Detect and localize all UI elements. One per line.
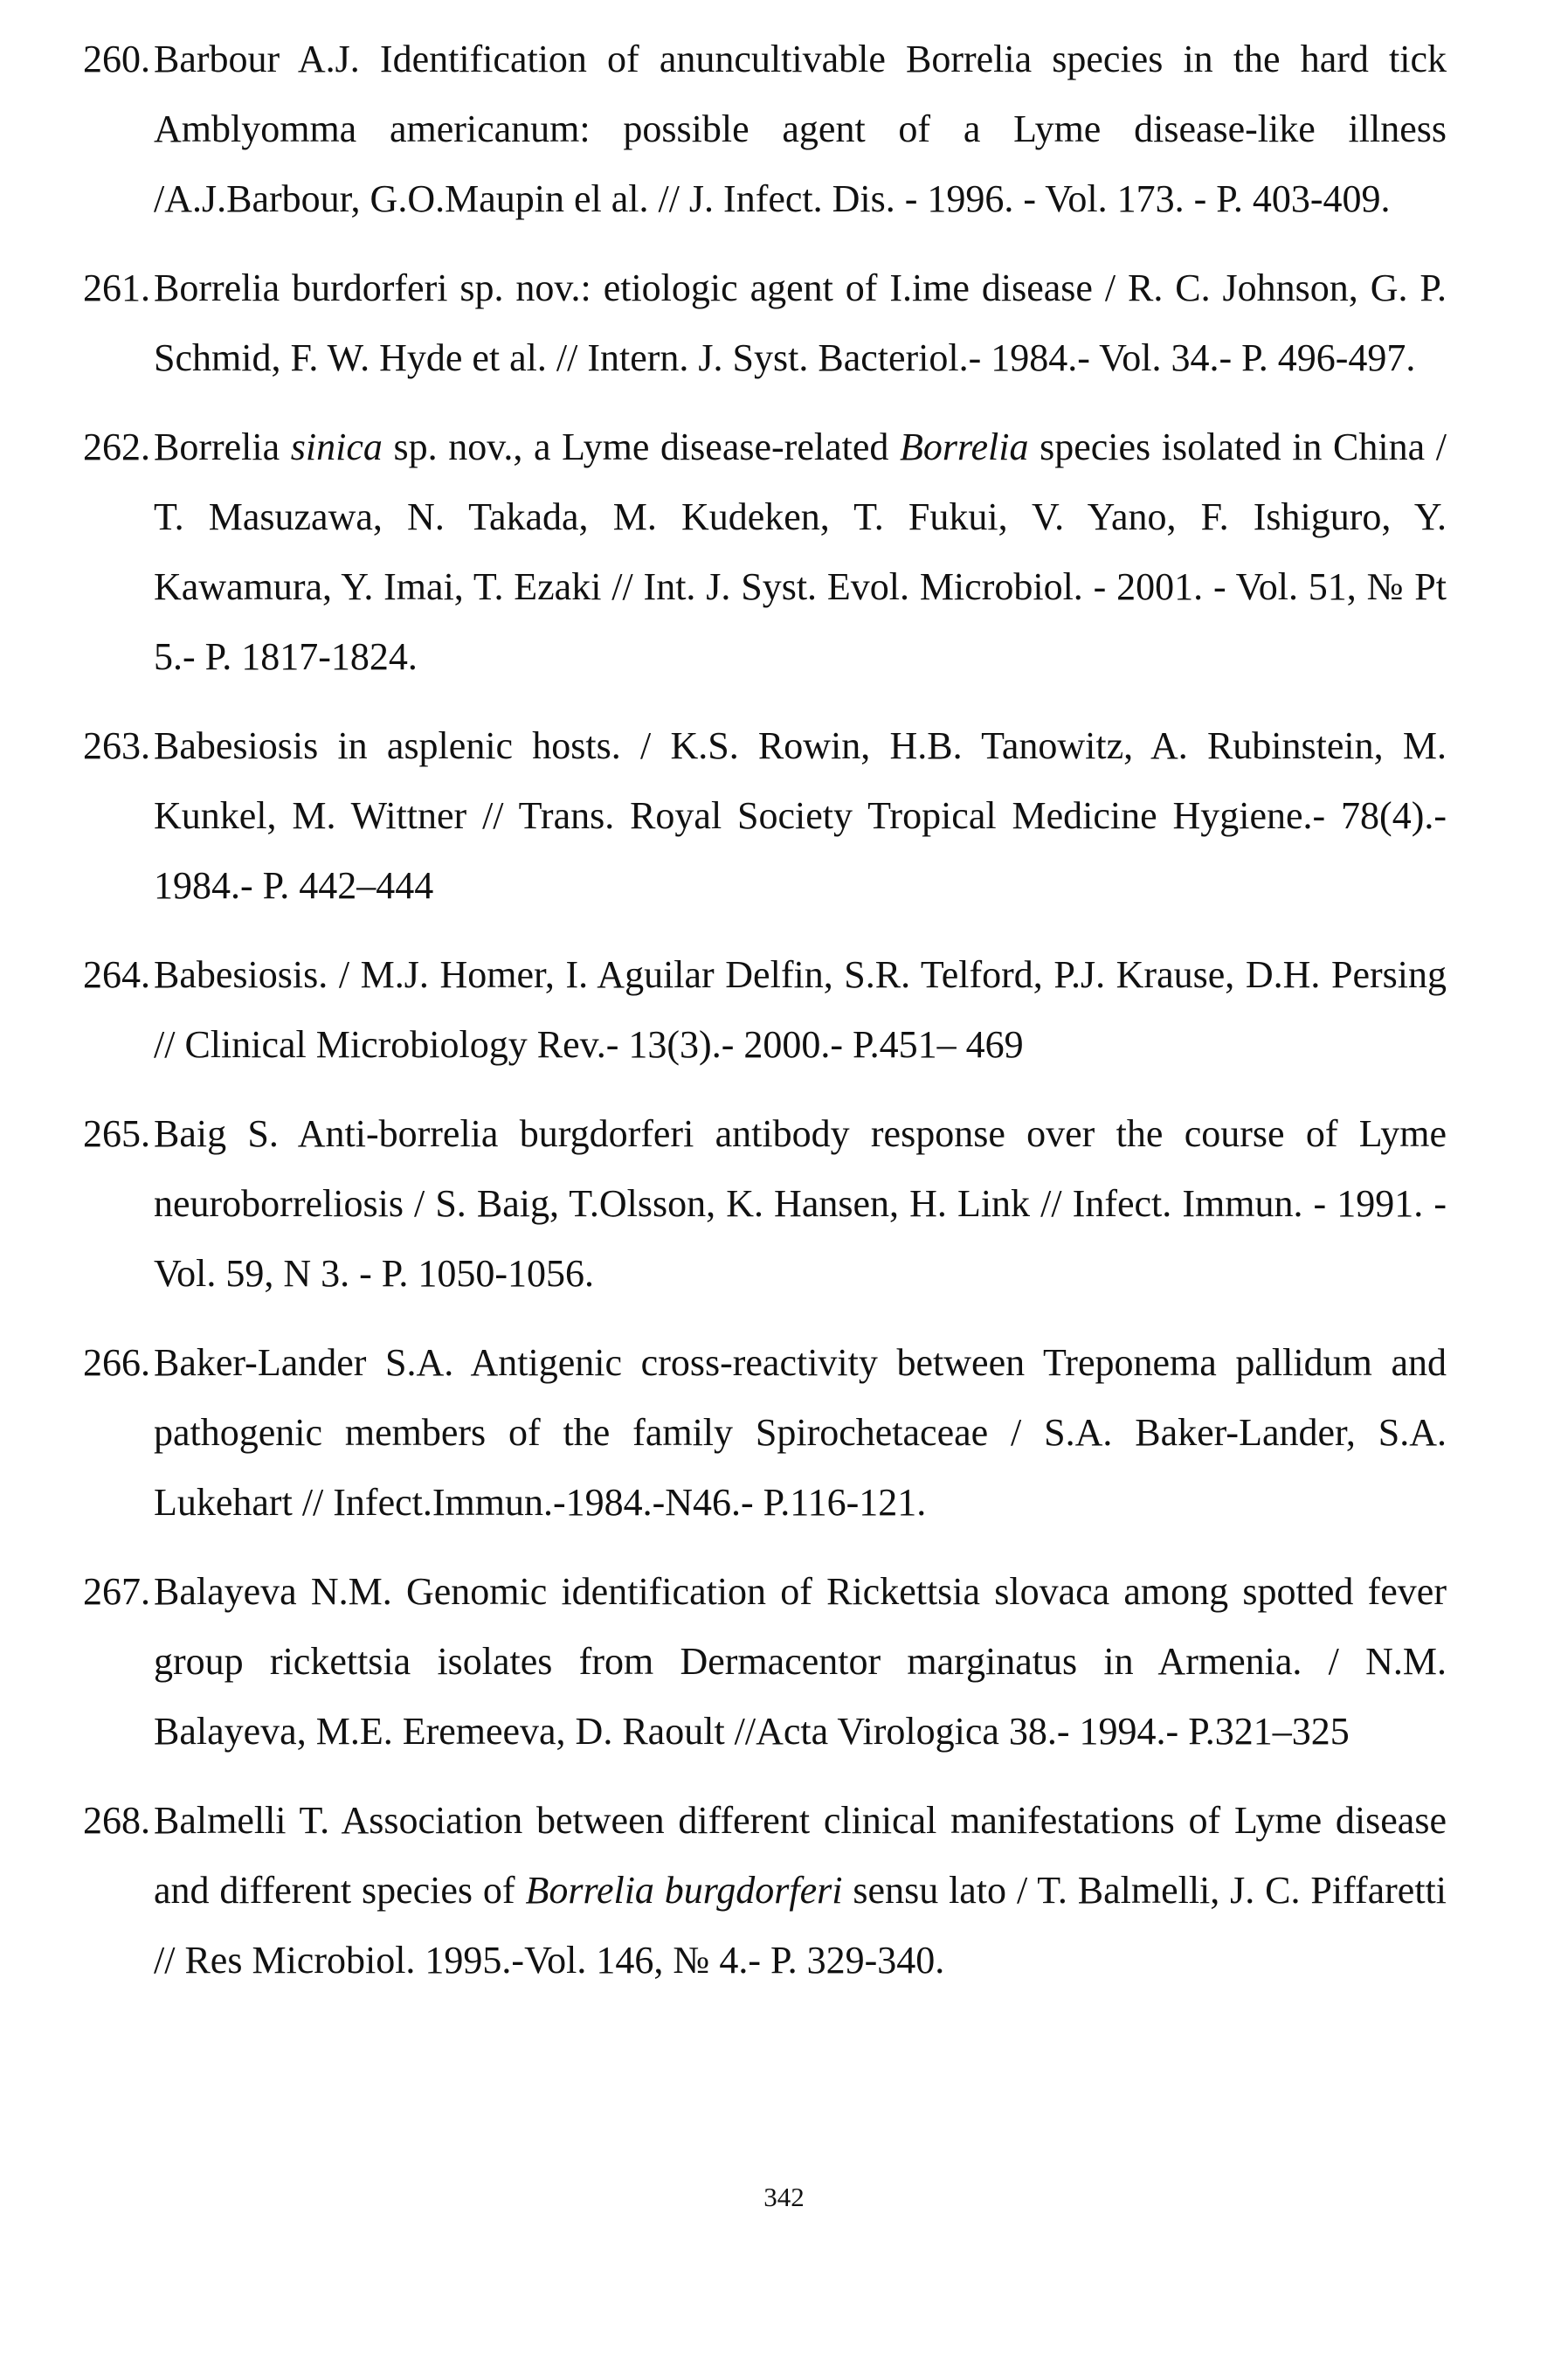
reference-item <box>83 253 1447 393</box>
reference-list <box>83 24 1447 1996</box>
reference-item <box>83 1557 1447 1767</box>
reference-item <box>83 1099 1447 1309</box>
reference-text: Borrelia burdorferi sp. nov.: etiologic agent of I.ime disease / R. C. Johnson, G. P. Schmid, F. W. Hyde et al. // Intern. J. Syst. Bacteriol.- 1984.- Vol. 34.- P. 496-497. <box>154 266 1447 379</box>
reference-item <box>83 1786 1447 1996</box>
reference-number: 266. <box>83 1341 150 1384</box>
reference-number: 260. <box>83 38 150 80</box>
reference-text: Barbour A.J. Identification of anuncultivable Borrelia species in the hard tick Amblyomma americanum: possible agent of a Lyme disease-like illness /A.J.Barbour, G.O.Maupin el al. // J. Infect. Dis. - 1996. - Vol. 173. - P. 403-409. <box>154 38 1447 220</box>
reference-text: Babesiosis in asplenic hosts. / K.S. Rowin, H.B. Tanowitz, A. Rubinstein, M. Kunkel, M. Wittner // Trans. Royal Society Tropical Medicine Hygiene.- 78(4).- 1984.- P. 442–444 <box>154 724 1447 907</box>
reference-text: Baig S. Anti-borrelia burgdorferi antibody response over the course of Lyme neuroborreliosis / S. Baig, T.Olsson, K. Hansen, H. Link // Infect. Immun. - 1991. - Vol. 59, N 3. - P. 1050-1056. <box>154 1112 1447 1295</box>
reference-text: Balayeva N.M. Genomic identification of Rickettsia slovaca among spotted fever group rickettsia isolates from Dermacentor marginatus in Armenia. / N.M. Balayeva, M.E. Eremeeva, D. Raoult //Acta Virologica 38.- 1994.- P.321–325 <box>154 1570 1447 1753</box>
reference-number: 263. <box>83 724 150 767</box>
reference-item <box>83 1328 1447 1538</box>
reference-item <box>83 711 1447 921</box>
reference-item <box>83 412 1447 692</box>
reference-number: 264. <box>83 953 150 996</box>
reference-text: Borrelia sinica sp. nov., a Lyme disease-related Borrelia species isolated in China / T. Masuzawa, N. Takada, M. Kudeken, T. Fukui, V. Yano, F. Ishiguro, Y. Kawamura, Y. Imai, T. Ezaki // Int. J. Syst. Evol. Microbiol. - 2001. - Vol. 51, № Pt 5.- P. 1817-1824. <box>154 425 1447 678</box>
page-number: 342 <box>763 2182 805 2212</box>
reference-number: 262. <box>83 425 150 468</box>
reference-text: Baker-Lander S.A. Antigenic cross-reactivity between Treponema pallidum and pathogenic members of the family Spirochetaceae / S.A. Baker-Lander, S.A. Lukehart // Infect.Immun.-1984.-N46.- P.116-121. <box>154 1341 1447 1524</box>
reference-number: 268. <box>83 1799 150 1842</box>
reference-text: Balmelli T. Association between different clinical manifestations of Lyme disease and different species of Borrelia burgdorferi sensu lato / T. Balmelli, J. C. Piffaretti // Res Microbiol. 1995.-Vol. 146, № 4.- P. 329-340. <box>154 1799 1447 1982</box>
reference-item <box>83 24 1447 234</box>
reference-text: Babesiosis. / M.J. Homer, I. Aguilar Delfin, S.R. Telford, P.J. Krause, D.H. Persing // Clinical Microbiology Rev.- 13(3).- 2000.- P.451– 469 <box>154 953 1447 1066</box>
reference-item <box>83 940 1447 1080</box>
reference-number: 261. <box>83 266 150 309</box>
reference-number: 265. <box>83 1112 150 1155</box>
reference-number: 267. <box>83 1570 150 1613</box>
